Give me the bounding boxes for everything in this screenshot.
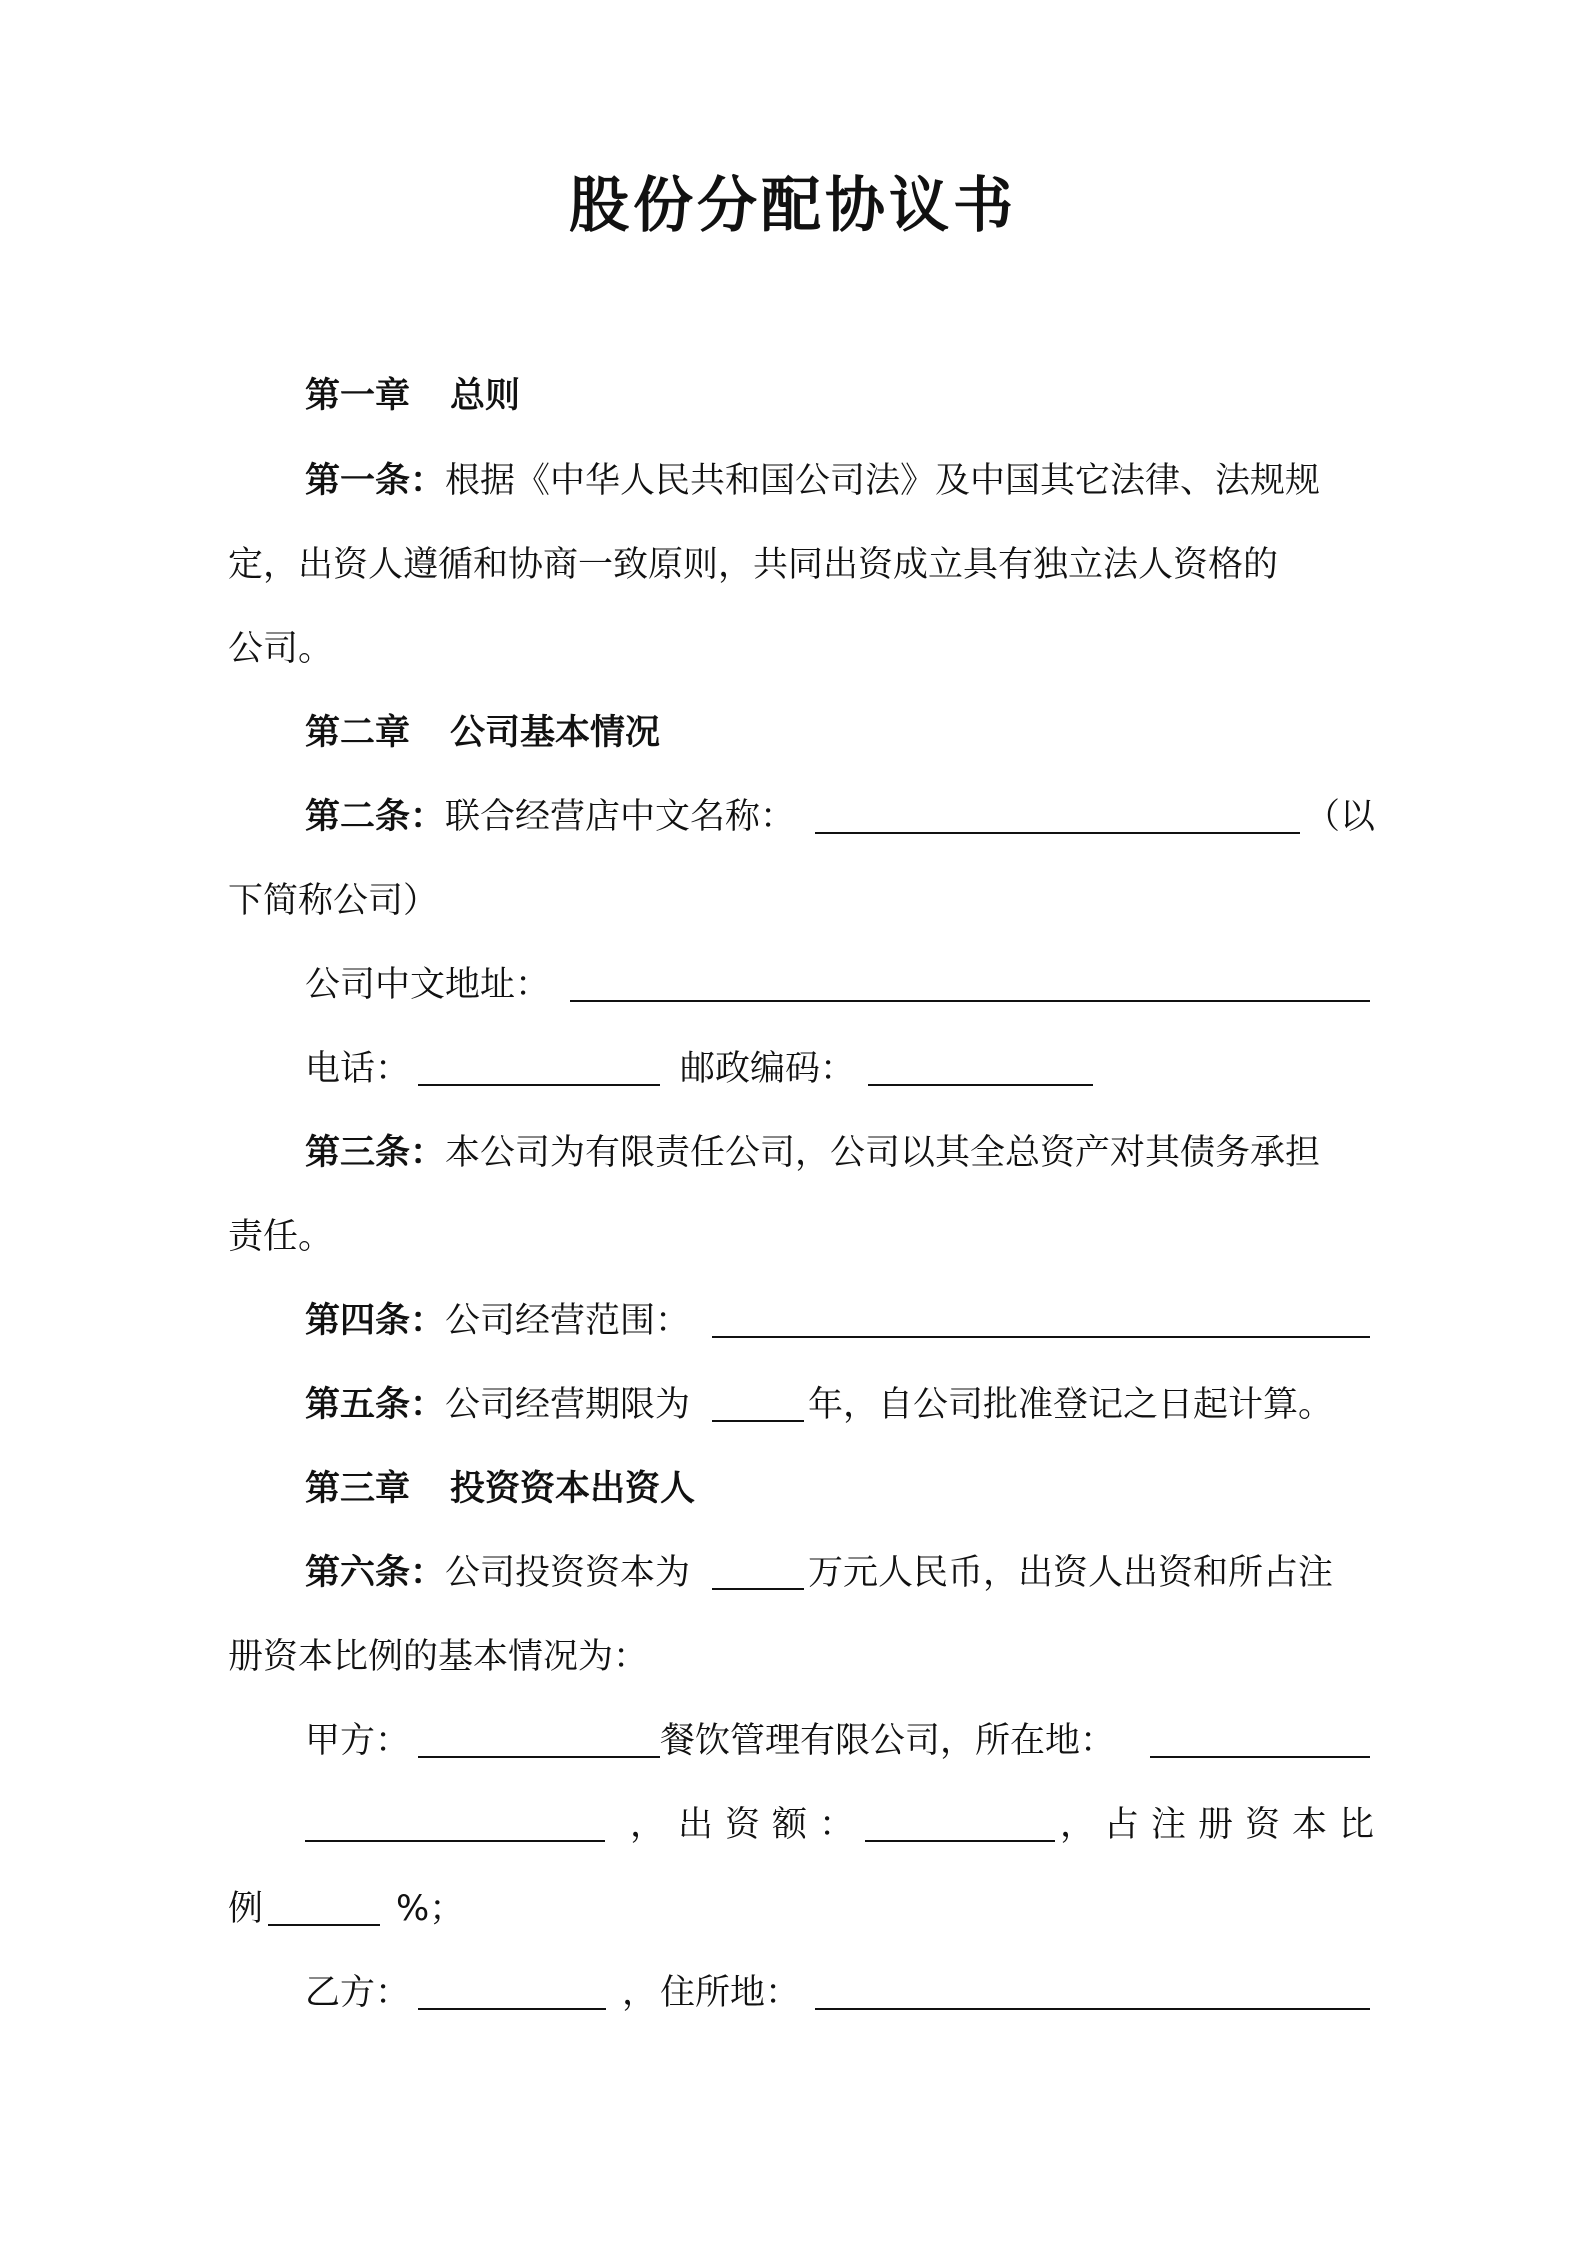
percent-sign: %； <box>396 1889 465 1929</box>
article-6-text: 公司投资资本为 <box>445 1553 691 1593</box>
article-1-text-2: 定，出资人遵循和协商一致原则，共同出资成立具有独立法人资格的 <box>228 545 1279 585</box>
article-6-line-2 <box>0 1628 1586 1686</box>
party-a-location-blank-2[interactable] <box>305 1796 605 1842</box>
article-1-text-1: 根据《中华人民共和国公司法》及中国其它法律、法规规 <box>445 461 1321 501</box>
chapter-1-heading <box>0 367 1586 425</box>
address-line <box>0 956 1586 1014</box>
article-3-line-1: 第三条：本公司为有限责任公司，公司以其全总资产对其债务承担 <box>305 1133 1321 1173</box>
phone-label: 电话： <box>305 1049 411 1089</box>
article-5-label: 第五条 <box>305 1385 411 1425</box>
article-2-tail: （以 <box>1305 797 1376 837</box>
chapter-2-heading <box>0 704 1586 762</box>
postcode-label: 邮政编码： <box>680 1049 856 1089</box>
party-b-residence-label: 住所地： <box>660 1973 801 2013</box>
party-b-line: 乙方： ， 住所地： <box>0 1964 1586 2022</box>
party-b-label: 乙方： <box>305 1973 411 2013</box>
article-6-line-1: 第六条：公司投资资本为 万元人民币，出资人出资和所占注 <box>0 1544 1586 1602</box>
chapter-1-number: 第一章 <box>305 376 411 416</box>
party-b-name-blank[interactable] <box>418 1964 606 2010</box>
article-1-line-3 <box>0 620 1586 678</box>
party-a-name-blank[interactable] <box>418 1712 660 1758</box>
chapter-1-name: 总则 <box>450 376 521 416</box>
article-3-line-2 <box>0 1208 1586 1266</box>
party-a-location-blank[interactable] <box>1150 1712 1370 1758</box>
chapter-2-number: 第二章 <box>305 713 411 753</box>
business-scope-blank[interactable] <box>712 1292 1370 1338</box>
article-4-text: 公司经营范围： <box>445 1301 691 1341</box>
phone-blank[interactable] <box>418 1040 660 1086</box>
chapter-2-name: 公司基本情况 <box>450 713 661 753</box>
article-4-line: 第四条：公司经营范围： <box>0 1292 1586 1350</box>
article-5-line: 第五条：公司经营期限为 年，自公司批准登记之日起计算。 <box>0 1376 1586 1434</box>
party-a-ratio-label: 占注册资本比 <box>1104 1805 1387 1845</box>
article-3-text-1: 本公司为有限责任公司，公司以其全总资产对其债务承担 <box>445 1133 1321 1173</box>
party-a-line-3: 例 %； <box>0 1880 1586 1938</box>
address-blank[interactable] <box>570 956 1370 1002</box>
party-a-label: 甲方： <box>305 1721 411 1761</box>
article-2-label: 第二条 <box>305 797 411 837</box>
party-b-residence-blank[interactable] <box>815 1964 1370 2010</box>
party-a-amount-label: 出资额： <box>678 1805 867 1845</box>
article-5-tail: 年，自公司批准登记之日起计算。 <box>808 1385 1334 1425</box>
article-1-label: 第一条 <box>305 461 411 501</box>
article-3-label: 第三条 <box>305 1133 411 1173</box>
operating-years-blank[interactable] <box>712 1376 804 1422</box>
article-1-line-1: 第一条：根据《中华人民共和国公司法》及中国其它法律、法规规 <box>305 461 1321 501</box>
article-2-text: 联合经营店中文名称： <box>445 797 796 837</box>
phone-postcode-line <box>0 1040 1586 1098</box>
article-4-label: 第四条 <box>305 1301 411 1341</box>
article-2-line-1: 第二条：联合经营店中文名称： （以 <box>0 788 1586 846</box>
article-1-line-2 <box>0 536 1586 594</box>
article-5-text: 公司经营期限为 <box>445 1385 691 1425</box>
party-a-amount-blank[interactable] <box>865 1796 1055 1842</box>
party-a-ratio-blank[interactable] <box>268 1880 380 1926</box>
investment-capital-blank[interactable] <box>712 1544 804 1590</box>
chapter-3-heading <box>0 1460 1586 1518</box>
party-a-line-1 <box>0 1712 1586 1770</box>
postcode-blank[interactable] <box>868 1040 1093 1086</box>
article-6-tail: 万元人民币，出资人出资和所占注 <box>808 1553 1334 1593</box>
article-3-text-2: 责任。 <box>228 1217 334 1257</box>
article-6-label: 第六条 <box>305 1553 411 1593</box>
document-title: 股份分配协议书 <box>569 171 1017 241</box>
party-a-line-2: ， 出资额： ， 占注册资本比 <box>0 1796 1586 1854</box>
chapter-3-name: 投资资本出资人 <box>450 1469 696 1509</box>
article-6-text-2: 册资本比例的基本情况为： <box>228 1637 649 1677</box>
address-label: 公司中文地址： <box>305 965 551 1005</box>
article-2-line-2 <box>0 872 1586 930</box>
article-2-tail-2: 下简称公司） <box>228 881 439 921</box>
article-1-text-3: 公司。 <box>228 629 334 669</box>
party-a-company-text: 餐饮管理有限公司，所在地： <box>660 1721 1116 1761</box>
chapter-3-number: 第三章 <box>305 1469 411 1509</box>
company-name-blank[interactable] <box>815 788 1300 834</box>
